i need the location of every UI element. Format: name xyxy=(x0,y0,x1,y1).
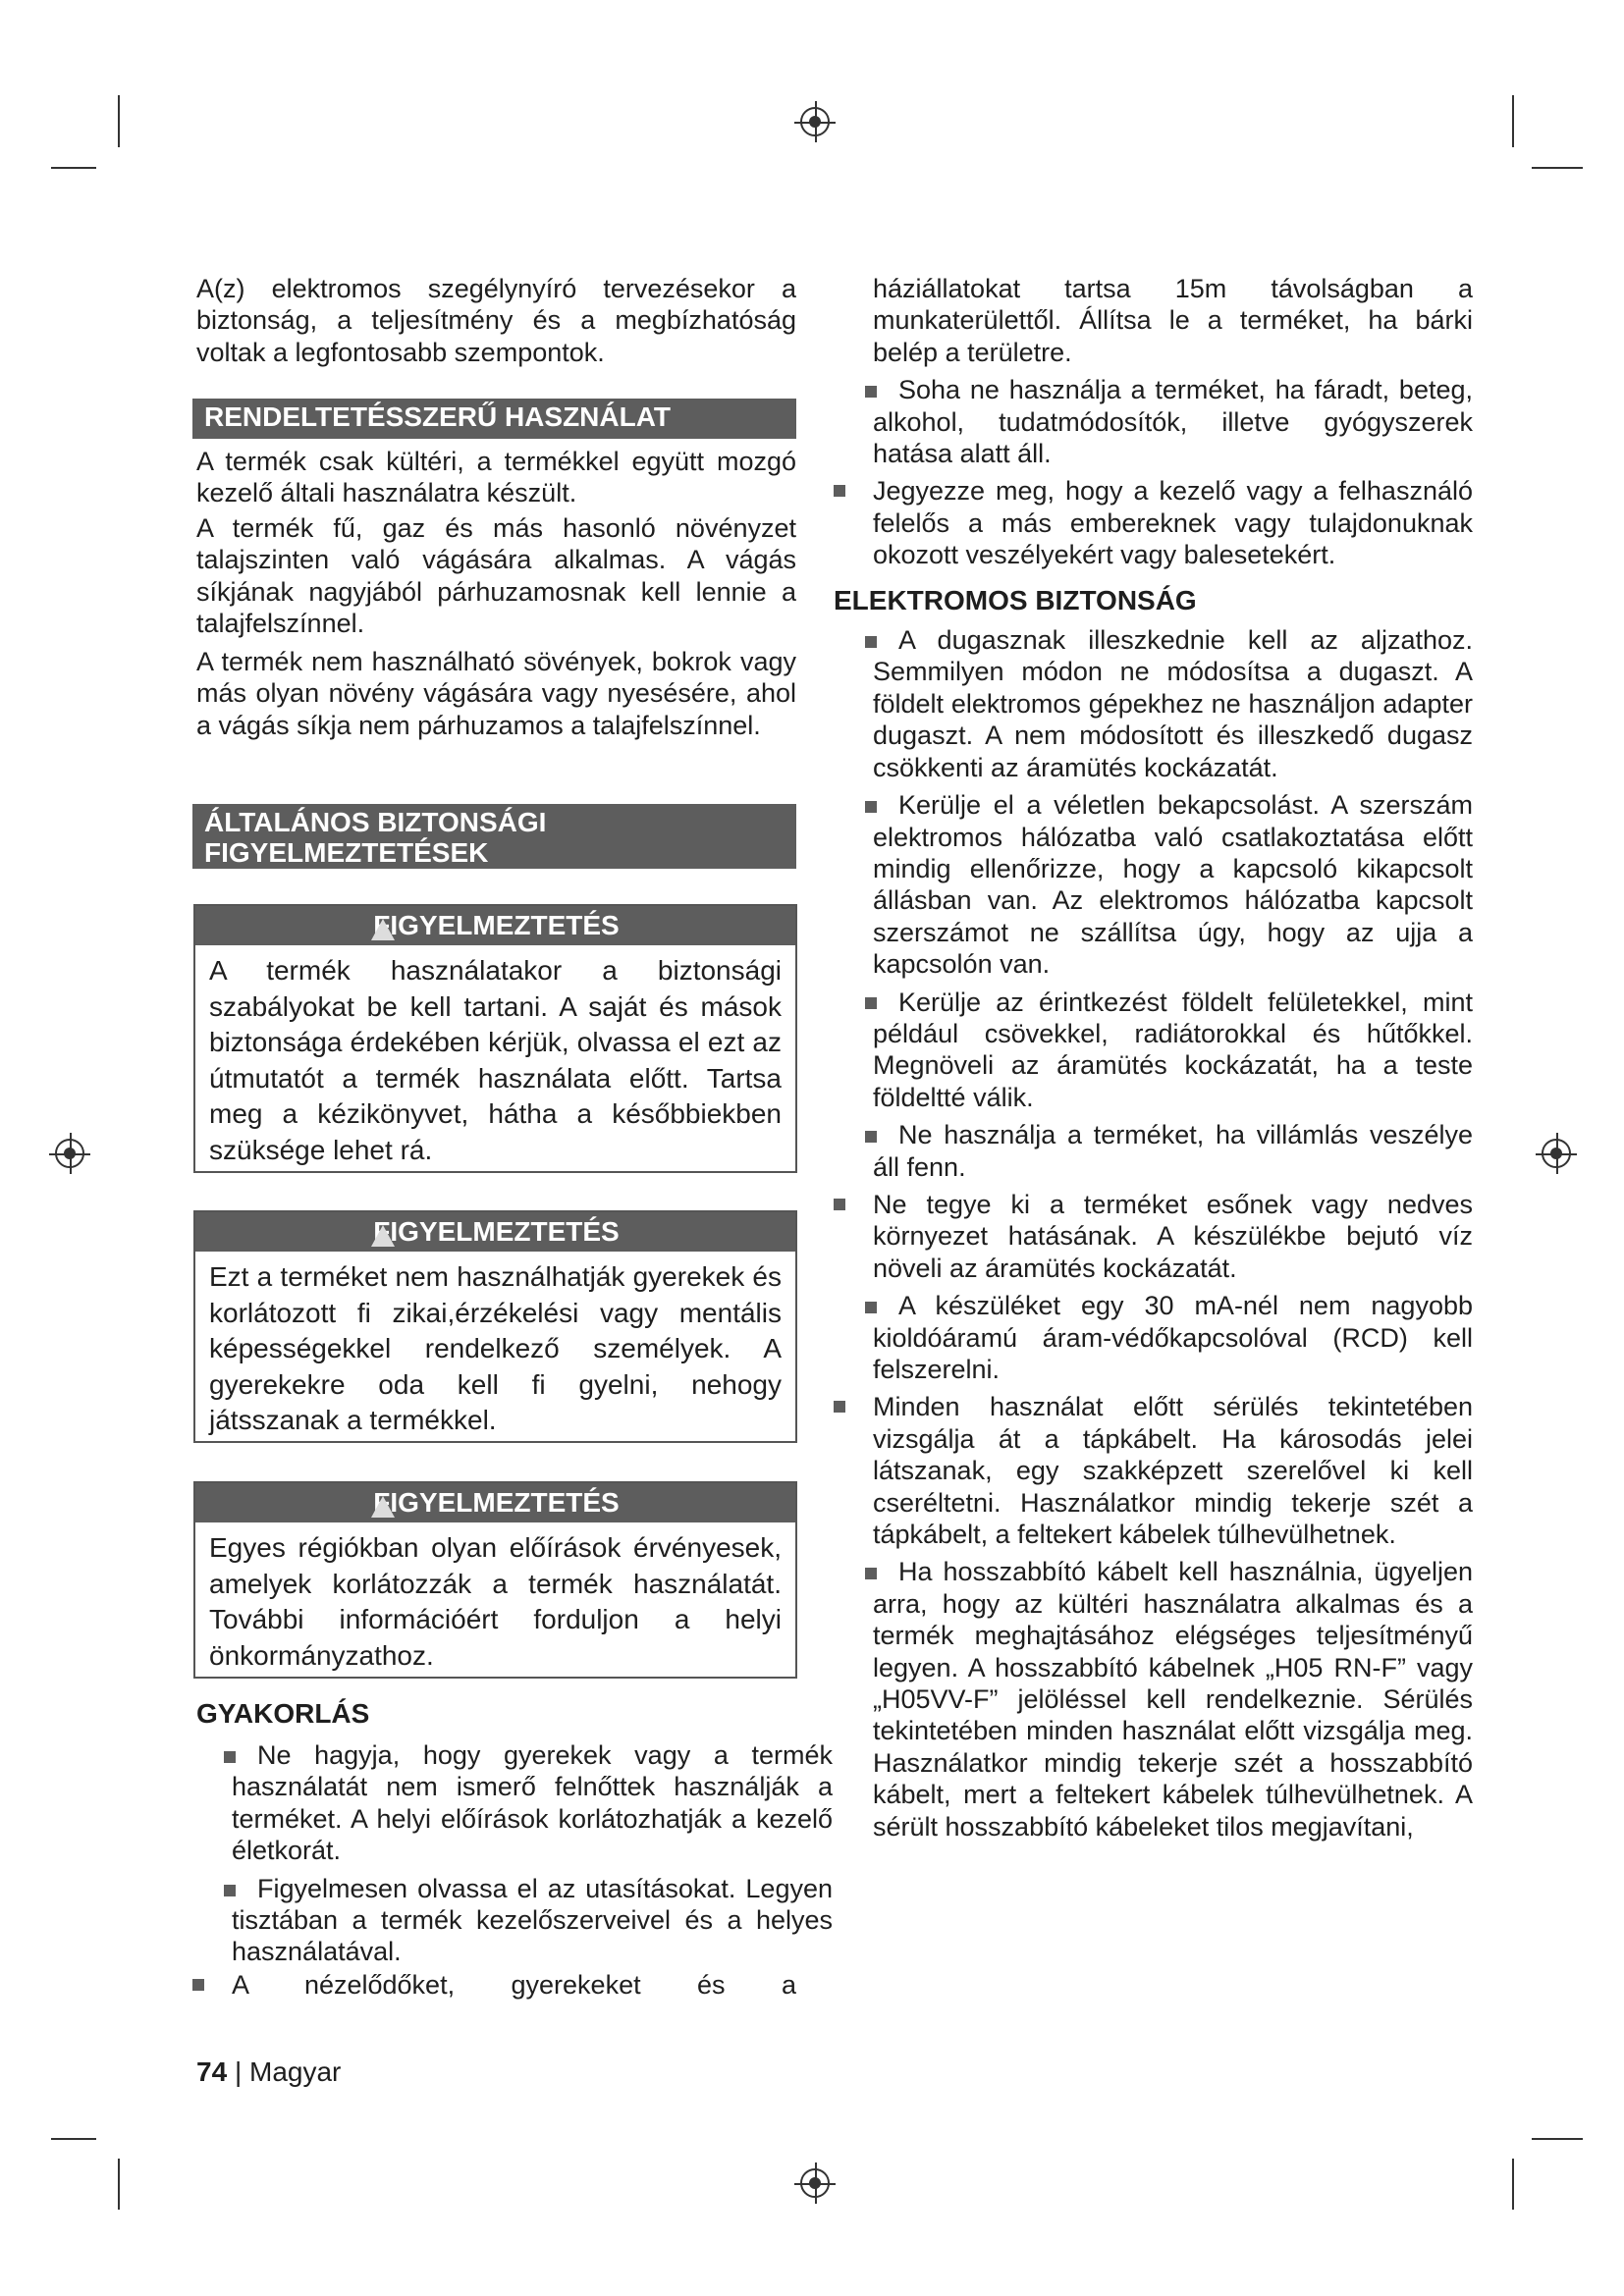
practice-list xyxy=(232,1739,833,1974)
list-item: Kerülje el a véletlen bekapcsolást. A szerszám elektromos hálózatba való csatlakoztatása előtt mindig ellenőrizze, hogy a kapcsoló kikapcsolt állásban van. Az elektromos hálózatba kapcsolt szerszámot ne szállítsa úgy, hogy az ujja a kapcsolón van. xyxy=(873,789,1473,980)
bullet-square-icon xyxy=(865,386,877,398)
bullet-square-icon xyxy=(865,801,877,813)
crop-mark xyxy=(1532,2138,1583,2140)
intro-paragraph: A(z) elektromos szegélynyíró tervezésekor a biztonság, a teljesítmény és a megbízhatóság voltak a legfontosabb szempontok. xyxy=(196,274,796,367)
page-number: 74 xyxy=(196,2056,228,2087)
registration-mark-icon xyxy=(55,1139,84,1168)
crop-mark xyxy=(1512,95,1514,147)
bullet-square-icon xyxy=(224,1751,236,1763)
warning-box xyxy=(193,1210,797,1443)
list-item: Minden használat előtt sérülés tekintetében vizsgálja át a tápkábelt. Ha károsodás jelei látszanak, egy szakképzett szerelővel ki kell cseréltetni. Használatkor mindig tekerje szét a tápkábelt, a feltekert kábelek túlhevülhetnek. xyxy=(873,1391,1473,1550)
list-item: Soha ne használja a terméket, ha fáradt, beteg, alkohol, tudatmódosítók, illetve gyógyszerek hatása alatt áll. xyxy=(873,374,1473,469)
paragraph: A termék nem használható sövények, bokrok vagy más olyan növény vágására vagy nyesésére, ahol a vágás síkja nem párhuzamos a talajfelszínnel. xyxy=(196,647,796,740)
list-item: A nézelődőket, gyerekeket és a xyxy=(232,1969,796,2001)
paragraph: A termék fű, gaz és más hasonló növényzet talajszinten való vágására alkalmas. A vágás síkjának nagyjából párhuzamosnak kell lennie a talajfelszínnel. xyxy=(196,513,796,639)
paragraph: háziállatokat tartsa 15m távolságban a munkaterülettől. Állítsa le a terméket, ha bárki belép a területre. xyxy=(873,274,1473,367)
crop-mark xyxy=(51,167,96,169)
list-item: A dugasznak illeszkednie kell az aljzathoz. Semmilyen módon ne módosítsa a dugaszt. A földelt elektromos gépekhez ne használjon adapter dugaszt. A nem módosított és illeszkedő dugasz csökkenti az áramütés kockázatát. xyxy=(873,624,1473,783)
page-footer xyxy=(196,2056,341,2088)
bullet-square-icon xyxy=(865,997,877,1009)
bullet-square-icon xyxy=(834,485,845,497)
subheading-practice: GYAKORLÁS xyxy=(196,1698,370,1729)
registration-mark-icon xyxy=(800,2168,830,2198)
section-heading-intended-use: RENDELTETÉSSZERŰ HASZNÁLAT xyxy=(192,399,796,439)
warning-title: FIGYELMEZTETÉS xyxy=(373,910,620,940)
list-item: Figyelmesen olvassa el az utasításokat. Legyen tisztában a termék kezelőszerveivel és a helyes használatával. xyxy=(232,1873,833,1968)
warning-triangle-icon xyxy=(371,1225,395,1247)
list-item: Kerülje az érintkezést földelt felületekkel, mint például csövekkel, radiátorokkal és hűtőkkel. Megnöveli az áramütés kockázatát, ha a teste földeltté válik. xyxy=(873,987,1473,1114)
list-item: Ne tegye ki a terméket esőnek vagy nedves környezet hatásának. A készülékbe bejutó víz növeli az áramütés kockázatát. xyxy=(873,1189,1473,1284)
bullet-square-icon xyxy=(192,1979,204,1991)
warning-triangle-icon xyxy=(371,919,395,940)
footer-language: Magyar xyxy=(249,2056,342,2087)
warning-box xyxy=(193,1481,797,1679)
list-item: Ne használja a terméket, ha villámlás veszélye áll fenn. xyxy=(873,1119,1473,1183)
crop-mark xyxy=(1512,2159,1514,2210)
list-item: Ha hosszabbító kábelt kell használnia, ügyeljen arra, hogy az kültéri használatra alkalmas és a termék meghajtásához elégséges teljesítményű legyen. A hosszabbító kábelnek „H05 RN-F” vagy „H05VV-F” jelöléssel kell rendelkeznie. Sérülés tekintetében minden használat előtt vizsgálja meg. Használatkor mindig tekerje szét a hosszabbító kábelt, mert a feltekert kábelek túlhevülhetnek. A sérült hosszabbító kábeleket tilos megjavítani, xyxy=(873,1556,1473,1842)
crop-mark xyxy=(51,2138,96,2140)
subheading-electrical-safety: ELEKTROMOS BIZTONSÁG xyxy=(834,584,1197,615)
bullet-square-icon xyxy=(865,636,877,648)
registration-mark-icon xyxy=(800,107,830,136)
warning-text: A termék használatakor a biztonsági szabályokat be kell tartani. A saját és mások biztonsága érdekében kérjük, olvassa el ezt az útmutatót a termék használata előtt. Tartsa meg a kézikönyvet, hátha a későbbiekben szüksége lehet rá. xyxy=(209,955,782,1165)
bullet-square-icon xyxy=(224,1885,236,1896)
list-item: Ne hagyja, hogy gyerekek vagy a termék használatát nem ismerő felnőttek használják a terméket. A helyi előírások korlátozhatják a kezelő életkorát. xyxy=(232,1739,833,1867)
bullet-square-icon xyxy=(865,1131,877,1143)
bullet-square-icon xyxy=(865,1302,877,1313)
warning-text: Ezt a terméket nem használhatják gyerekek és korlátozott fi zikai,érzékelési vagy mentális képességekkel rendelkező személyek. A gyerekekre oda kell fi gyelni, nehogy játsszanak a termékkel. xyxy=(209,1261,782,1435)
list-item: A készüléket egy 30 mA-nél nem nagyobb kioldóáramú áram-védőkapcsolóval (RCD) kell felszerelni. xyxy=(873,1290,1473,1385)
paragraph: A termék csak kültéri, a termékkel együtt mozgó kezelő általi használatra készült. xyxy=(196,447,796,508)
crop-mark xyxy=(118,95,120,147)
crop-mark xyxy=(1532,167,1583,169)
bullet-square-icon xyxy=(865,1568,877,1579)
list-item: Jegyezze meg, hogy a kezelő vagy a felhasználó felelős a más embereknek vagy tulajdonuknak okozott veszélyekért vagy balesetekért. xyxy=(873,475,1473,570)
warning-title: FIGYELMEZTETÉS xyxy=(373,1487,620,1518)
warning-title: FIGYELMEZTETÉS xyxy=(373,1216,620,1247)
footer-separator: | xyxy=(234,2056,243,2087)
right-column xyxy=(834,273,1473,1848)
warning-text: Egyes régiókban olyan előírások érvényesek, amelyek korlátozzák a termék használatát. További információért forduljon a helyi önkormányzathoz. xyxy=(209,1532,782,1671)
crop-mark xyxy=(118,2159,120,2210)
bullet-square-icon xyxy=(834,1401,845,1413)
warning-triangle-icon xyxy=(371,1496,395,1518)
warning-box xyxy=(193,904,797,1173)
section-heading-general-safety: ÁLTALÁNOS BIZTONSÁGI FIGYELMEZTETÉSEK xyxy=(192,804,796,869)
registration-mark-icon xyxy=(1542,1139,1571,1168)
bullet-square-icon xyxy=(834,1199,845,1210)
